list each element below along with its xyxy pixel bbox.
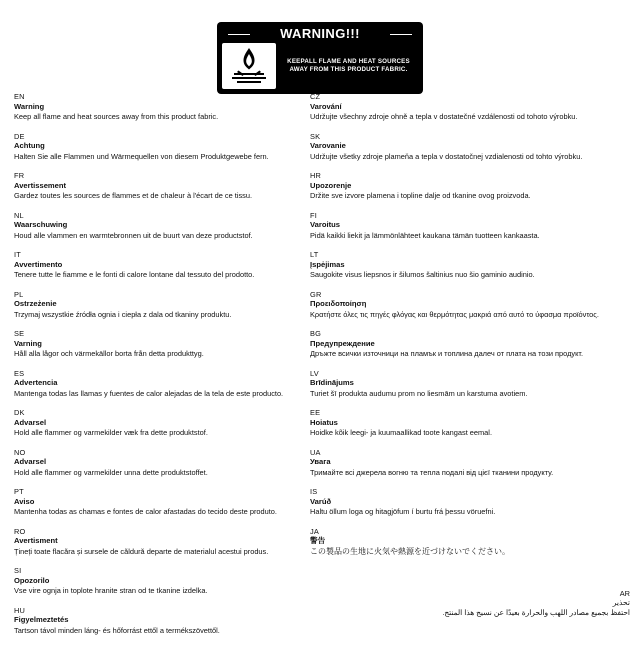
language-code: RO [14, 526, 26, 536]
language-entry [14, 448, 304, 478]
language-heading: Предупреждение [310, 338, 375, 348]
language-heading: 警告 [310, 536, 326, 545]
language-entry [14, 211, 304, 241]
language-code: FR [14, 171, 25, 180]
language-entry [310, 329, 630, 359]
language-code: SI [14, 566, 22, 575]
language-heading: Varúð [310, 496, 332, 506]
language-code: LV [310, 368, 319, 378]
language-entry [310, 527, 630, 557]
language-heading: Увага [310, 457, 331, 466]
language-text: Mantenha todas as chamas e fontes de calor afastadas do tecido deste produto. [14, 507, 277, 516]
warning-label-body [222, 43, 418, 89]
language-code: FI [310, 210, 317, 220]
language-entry [310, 171, 630, 201]
language-code: IT [14, 250, 21, 259]
language-entry [14, 132, 304, 162]
language-entry [310, 211, 630, 241]
language-entry [310, 408, 630, 438]
right-language-column [310, 92, 640, 645]
language-text: Pidä kaikki liekit ja lämmönlähteet kaukana tämän tuotteen kankaasta. [310, 230, 540, 240]
language-heading: Hoiatus [310, 417, 338, 427]
language-heading: Advertencia [14, 378, 58, 387]
language-code: GR [310, 289, 322, 299]
language-text: احتفظ بجميع مصادر اللهب والحرارة بعيدًا عن نسيج هذا المنتج. [442, 608, 630, 617]
language-code: NL [14, 210, 24, 220]
language-heading: Opozorilo [14, 575, 50, 585]
divider-right [390, 34, 412, 35]
language-heading: Brīdinājums [310, 378, 354, 387]
language-heading: Varování [310, 101, 342, 111]
language-entry [310, 487, 630, 517]
language-code: ES [14, 368, 25, 378]
language-heading: Varovanie [310, 141, 346, 150]
language-columns [0, 92, 640, 645]
language-text: Håll alla lågor och värmekällor borta från detta produkttyg. [14, 349, 204, 358]
language-text: Houd alle vlammen en warmtebronnen uit de buurt van deze productstof. [14, 230, 253, 240]
language-code: SK [310, 131, 321, 141]
language-code: HU [14, 605, 26, 615]
language-text: Hold alle flammer og varmekilder unna dette produktstoffet. [14, 467, 208, 477]
language-code: EN [14, 92, 25, 101]
language-entry [310, 448, 630, 478]
language-heading: Achtung [14, 141, 45, 150]
language-text: Haltu öllum loga og hitagjöfum í burtu frá þessu vöruefni. [310, 507, 496, 516]
language-heading: Waarschuwing [14, 220, 68, 229]
language-text: Turiet šī produkta audumu prom no liesmām un karstuma avotiem. [310, 388, 528, 398]
language-text: Tartson távol minden láng- és hőforrást ettől a termékszövettől. [14, 625, 220, 635]
language-heading: Avertisment [14, 536, 58, 545]
warning-label-title [222, 27, 418, 41]
language-code: IS [310, 487, 318, 496]
language-entry [14, 92, 304, 122]
language-entry [14, 487, 304, 517]
language-code: HR [310, 171, 322, 180]
language-text: Trzymaj wszystkie źródła ognia i ciepła z dala od tkaniny produktu. [14, 309, 232, 319]
language-text: Držite sve izvore plamena i topline dalje od tkanine ovog proizvoda. [310, 191, 531, 200]
warning-label-text: KEEPALL FLAME AND HEAT SOURCES AWAY FROM THIS PRODUCT FABRIC. [287, 57, 410, 73]
warning-label-container [0, 0, 640, 94]
language-text: Udržujte všechny zdroje ohně a tepla v dostatečné vzdálenosti od tohoto výrobku. [310, 112, 578, 121]
language-entry [14, 329, 304, 359]
language-code: DE [14, 131, 25, 141]
language-text: Țineți toate flacăra și sursele de căldură departe de materialul acestui produs. [14, 546, 269, 556]
language-entry [310, 369, 630, 399]
language-text: Udržujte všetky zdroje plameňa a tepla v dostatočnej vzdialenosti od tohto výrobku. [310, 151, 583, 161]
language-entry [310, 250, 630, 280]
language-text: Saugokite visus liepsnos ir šilumos šaltinius nuo šio gaminio audinio. [310, 270, 535, 279]
language-heading: تحذير [612, 598, 630, 607]
language-heading: Aviso [14, 496, 35, 506]
language-text: Κρατήστε όλες τις πηγές φλόγας και θερμότητας μακριά από αυτό το ύφασμα προϊόντος. [310, 309, 599, 319]
language-text: Vse vire ognja in toplote hranite stran od te tkanine izdelka. [14, 586, 208, 595]
language-code: CZ [310, 92, 321, 101]
no-open-flame-icon [222, 43, 276, 89]
language-heading: Varning [14, 338, 42, 348]
language-heading: Varoitus [310, 220, 340, 229]
language-entry [310, 290, 630, 320]
language-heading: Figyelmeztetés [14, 615, 69, 624]
language-heading: Ostrzeżenie [14, 299, 57, 308]
language-entry [14, 369, 304, 399]
language-text: Halten Sie alle Flammen und Wärmequellen von diesem Produktgewebe fern. [14, 151, 269, 161]
language-text: Hoidke kõik leegi- ja kuumaallikad toote kangast eemal. [310, 428, 492, 437]
language-entry [310, 132, 630, 162]
language-entry [14, 566, 304, 596]
language-code: JA [310, 526, 320, 536]
language-text: この製品の生地に火気や熱源を近づけないでください。 [310, 546, 510, 556]
language-entry [310, 92, 630, 122]
language-code: NO [14, 447, 26, 457]
warning-label [217, 22, 423, 94]
language-text: Mantenga todas las llamas y fuentes de calor alejadas de la tela de este producto. [14, 388, 284, 398]
language-code: PT [14, 487, 24, 496]
language-entry [14, 171, 304, 201]
language-text: Тримайте всі джерела вогню та тепла подалі від цієї тканини продукту. [310, 467, 554, 477]
language-text: Hold alle flammer og varmekilder væk fra dette produktstof. [14, 428, 208, 437]
language-heading: Advarsel [14, 457, 47, 466]
language-heading: Advarsel [14, 417, 47, 427]
language-heading: Avertissement [14, 180, 67, 190]
language-code: PL [14, 289, 24, 299]
left-language-column [0, 92, 310, 645]
language-code: UA [310, 447, 321, 457]
language-entry [14, 527, 304, 557]
language-heading: Įspėjimas [310, 259, 345, 269]
language-code: BG [310, 329, 322, 338]
language-heading: Warning [14, 101, 45, 111]
divider-left [228, 34, 250, 35]
language-code: AR [619, 589, 630, 598]
warning-label-title-text: WARNING!!! [280, 26, 360, 41]
language-code: EE [310, 408, 321, 417]
language-heading: Upozorenje [310, 180, 352, 190]
language-heading: Προειδοποίηση [310, 299, 367, 308]
language-text: Gardez toutes les sources de flammes et de chaleur à l'écart de ce tissu. [14, 191, 253, 200]
language-entry [14, 290, 304, 320]
language-text: Tenere tutte le fiamme e le fonti di calore lontane dal tessuto del prodotto. [14, 270, 255, 279]
language-entry [14, 606, 304, 636]
language-entry-arabic [330, 589, 630, 618]
language-code: LT [310, 250, 319, 259]
language-entry [14, 408, 304, 438]
language-text: Keep all flame and heat sources away from this product fabric. [14, 112, 219, 121]
language-entry [14, 250, 304, 280]
language-text: Дръжте всички източници на пламък и топлина далеч от плата на този продукт. [310, 349, 584, 358]
language-heading: Avvertimento [14, 259, 63, 269]
language-code: DK [14, 408, 25, 417]
language-code: SE [14, 329, 25, 338]
